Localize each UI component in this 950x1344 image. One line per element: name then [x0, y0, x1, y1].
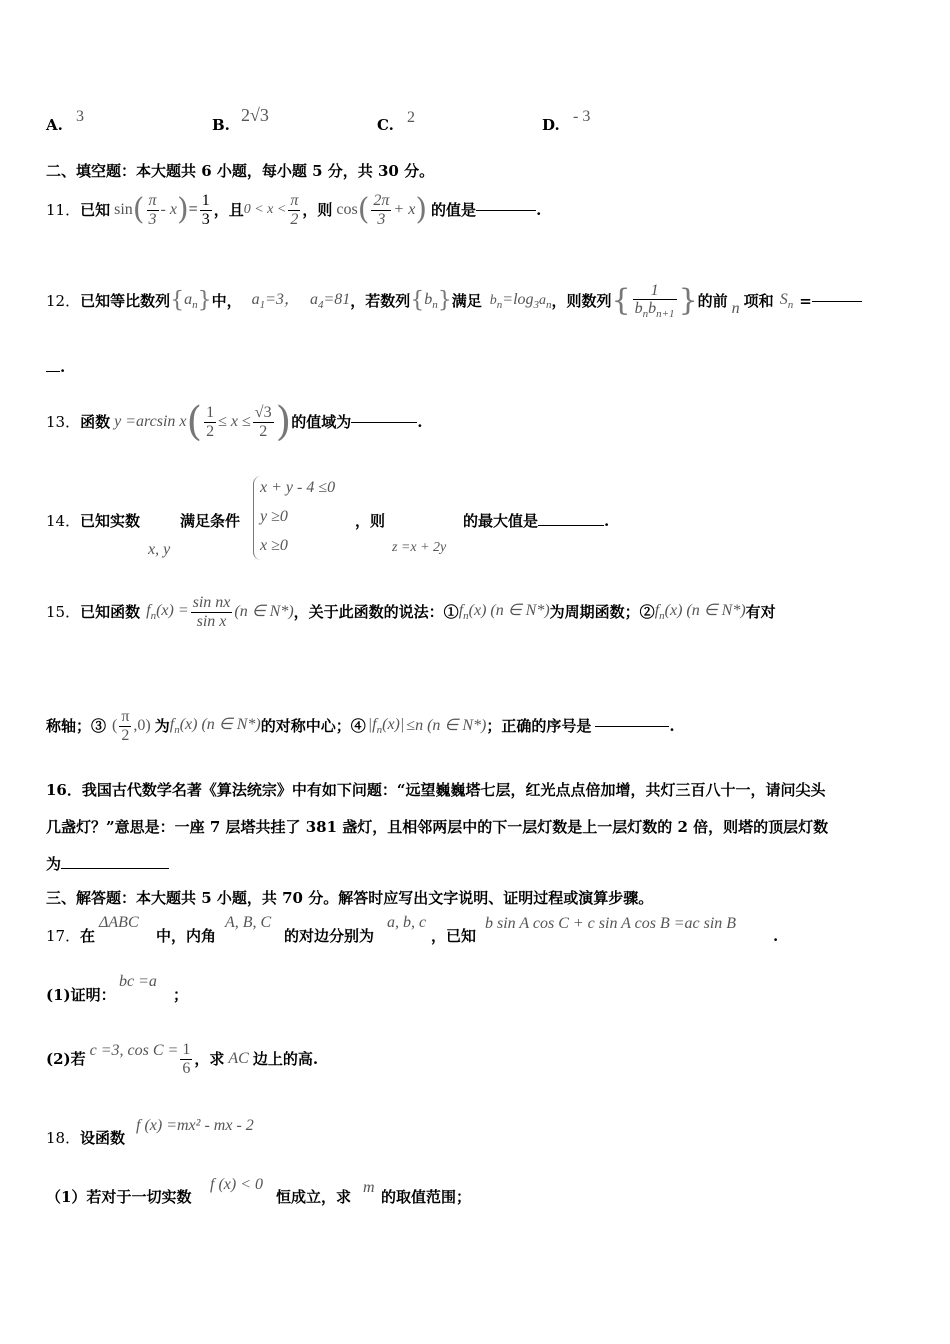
q15-fn2: $f_n(x)$ (n ∈ N*): [654, 601, 746, 622]
q13-end: .: [417, 413, 423, 431]
q12-frac: $\frac{1}{b_nb_{n+1}}$: [634, 281, 675, 321]
q11-cond: 0 < x <: [243, 201, 287, 217]
q15-text4: 有对: [745, 603, 776, 621]
q13-paren-open: (: [186, 399, 203, 445]
q12-text4: 满足: [451, 292, 482, 310]
q12-brace3-close: }: [678, 283, 698, 318]
q14-text3: ，则: [355, 512, 386, 530]
q12-an: $a_n$: [184, 290, 198, 311]
q15-frac: $\frac{\text{sin nx}}{\text{sin x}}$: [192, 593, 231, 630]
q15-answer-blank[interactable]: [595, 726, 669, 727]
q17-p1-text: 证明：: [70, 986, 116, 1004]
q12-a1: $a_1=3$，: [251, 290, 300, 311]
choice-b-value: 2√3: [241, 105, 269, 125]
q11-paren2-open: (: [357, 192, 370, 227]
q12-text5: ，则数列: [551, 292, 612, 310]
q17-p1-eq: bc =a: [119, 973, 157, 990]
q13-func: y =arcsin x: [114, 413, 187, 431]
q11-sin: sin: [114, 201, 133, 219]
q18-text1: 设函数: [80, 1129, 126, 1147]
q14-text2: 满足条件: [180, 512, 241, 530]
q11-text3: ，则: [302, 201, 333, 219]
q15-domain: (n ∈ N*): [234, 603, 294, 621]
question-12: [46, 270, 862, 332]
q16-line3: [46, 855, 169, 873]
q17-equation: b sin A cos C + c sin A cos B =ac sin B: [485, 915, 737, 932]
q12-brace2-close: }: [437, 287, 452, 313]
q12-a4: $a_4=81$: [309, 290, 351, 311]
q15-ineq: ≤n (n ∈ N*): [406, 717, 487, 735]
q12-brace3-open: {: [611, 283, 631, 318]
q14-vars: x, y: [148, 541, 171, 558]
q14-end: .: [604, 512, 610, 530]
q15-text8: ；正确的序号是: [486, 717, 592, 735]
q11-text1: 已知: [80, 201, 111, 219]
q12-bn: $b_n$: [424, 290, 438, 311]
q18-m: m: [363, 1179, 375, 1196]
q16-answer-blank[interactable]: [61, 868, 169, 869]
q17-p1-label: (1): [46, 986, 71, 1004]
question-11: [46, 186, 541, 234]
q15-text1: 已知函数: [80, 603, 141, 621]
q17-sides: a, b, c: [387, 914, 427, 931]
q11-text2: ，且: [213, 201, 244, 219]
q16-line2: 几盏灯？”意思是：一座 7 层塔共挂了 381 盏灯，且相邻两层中的下一层灯数是上一层灯数的 2 倍，则塔的顶层灯数: [46, 818, 829, 836]
q14-text4: 的最大值是: [463, 512, 539, 530]
q18-p1-text2: 恒成立，求: [276, 1188, 352, 1206]
q15-end: .: [669, 717, 675, 735]
q17-text3: 的对边分别为: [284, 927, 375, 945]
q16-line3-text: 为: [46, 855, 62, 873]
q12-text3: ，若数列: [350, 292, 411, 310]
q16-line1: 16．我国古代数学名著《算法统宗》中有如下问题：“远望巍巍塔七层，红光点点倍加增，共灯三百八十一，请问尖头: [46, 781, 826, 799]
q11-paren-close: ): [176, 192, 189, 227]
q17-p2-text2: ，求: [194, 1050, 225, 1068]
q17-p2-frac: $\frac{1}{6}$: [182, 1040, 191, 1077]
choice-c-label: C.: [377, 116, 394, 134]
choice-b-label: B.: [212, 116, 230, 134]
choice-d-label: D.: [542, 116, 560, 134]
q14-num: 14．: [46, 512, 81, 530]
q17-part2: [46, 1034, 318, 1084]
q12-brace-close: }: [197, 287, 212, 313]
q11-frac-2pi3: $\frac{2\pi}{3}$: [373, 191, 390, 228]
q13-frac-sqrt3: $\frac{√3}{2}$: [254, 403, 272, 440]
q12-num: 12．: [46, 292, 81, 310]
q15-text7: 的对称中心；④: [260, 717, 366, 735]
q11-plus-x: + x: [393, 201, 416, 219]
q15-num: 15．: [46, 603, 81, 621]
choice-a-label: A.: [46, 116, 63, 134]
q13-text2: 的值域为: [291, 413, 352, 431]
q11-frac-13: $\frac{1}{3}$: [201, 191, 210, 228]
q17-p2-text3: 边上的高.: [252, 1050, 319, 1068]
q17-p2-ac: AC: [228, 1050, 249, 1068]
q18-num: 18．: [46, 1129, 81, 1147]
q11-num: 11．: [46, 201, 81, 219]
q12-continuation: [46, 358, 65, 376]
q15-text3: 为周期函数；②: [549, 603, 655, 621]
q15-text6: 为: [154, 717, 170, 735]
q13-paren-close: ): [275, 399, 292, 445]
q14-text1: 已知实数: [80, 512, 141, 530]
q12-text8: =: [799, 292, 812, 310]
section3-heading: 三、解答题：本大题共 5 小题，共 70 分。解答时应写出文字说明、证明过程或演算步骤。: [46, 889, 654, 907]
q17-p2-text: 若: [70, 1050, 86, 1068]
q12-sn: $S_n$: [779, 290, 794, 311]
q14-answer-blank[interactable]: [538, 525, 604, 526]
q11-paren-open: (: [132, 192, 145, 227]
q14-cond3: x ≥0: [260, 537, 288, 554]
choice-a-value: 3: [76, 108, 84, 125]
q12-brace2-open: {: [410, 287, 425, 313]
q11-minus-x: - x: [160, 201, 177, 219]
q17-text1: 在: [80, 927, 96, 945]
q15-abs: $|f_n(x)|$: [367, 715, 405, 736]
q15-fn3: $f_n(x)$ (n ∈ N*): [169, 715, 261, 736]
q11-text4: 的值是: [431, 201, 477, 219]
q12-text1: 已知等比数列: [80, 292, 171, 310]
q12-brace-open: {: [170, 287, 185, 313]
q11-cos: cos: [336, 201, 358, 219]
q11-end: .: [536, 201, 542, 219]
q13-frac-half: $\frac{1}{2}$: [206, 403, 215, 440]
q15-text5: 称轴；③: [46, 717, 107, 735]
q17-p2-label: (2): [46, 1050, 71, 1068]
q12-text7: 项和: [743, 292, 774, 310]
q14-tail: [463, 512, 609, 530]
q17-p1-end: ；: [173, 986, 189, 1004]
q15-fn1: $f_n(x)$ (n ∈ N*): [458, 601, 550, 622]
q14-cond1: x + y - 4 ≤0: [260, 479, 336, 496]
q13-num: 13．: [46, 413, 81, 431]
q15-text2: ，关于此函数的说法：①: [293, 603, 459, 621]
q17-angles: A, B, C: [225, 914, 272, 931]
question-15-line2: [46, 698, 675, 754]
q17-triangle: ΔABC: [99, 914, 139, 931]
q17-end: .: [773, 927, 779, 945]
q13-text1: 函数: [80, 413, 111, 431]
q12-answer-blank[interactable]: [812, 301, 862, 302]
q14-z: z =x + 2y: [392, 540, 447, 555]
q18-p1-text3: 的取值范围；: [381, 1188, 472, 1206]
question-15: [46, 584, 776, 640]
q12-answer-blank-cont[interactable]: [46, 371, 60, 372]
q18-cond: f (x) < 0: [210, 1176, 263, 1193]
q18-func: f (x) =mx² - mx - 2: [136, 1117, 254, 1134]
q11-answer-blank[interactable]: [476, 210, 536, 211]
q18-part1: （1）若对于一切实数: [46, 1188, 192, 1206]
question-13: [46, 392, 422, 452]
q12-end: .: [60, 358, 66, 376]
q13-mid: ≤ x ≤: [218, 413, 251, 431]
q17-num: 17．: [46, 927, 81, 945]
q15-fn-def: $f_n(x)$ =: [146, 601, 189, 622]
q17-text2: 中，内角: [156, 927, 217, 945]
q15-point-rest: ,0): [133, 717, 151, 735]
q12-nvar: n: [731, 300, 740, 318]
q15-point-frac: $\frac{\pi}{2}$: [121, 707, 130, 744]
choice-d-value: - 3: [573, 108, 591, 125]
q11-frac-pi2: $\frac{\pi}{2}$: [290, 191, 299, 228]
q15-point-open: (: [112, 717, 118, 735]
q11-frac-pi3: $\frac{\pi}{3}$: [148, 191, 157, 228]
q14-cond2: y ≥0: [260, 508, 288, 525]
q17-p2-eq: c =3, cos C =: [89, 1042, 179, 1060]
q12-bn-def: $b_n=\log_3a_n$: [489, 291, 552, 311]
q11-eq: =: [188, 201, 198, 219]
q12-text6: 的前: [697, 292, 728, 310]
section2-heading: 二、填空题：本大题共 6 小题，每小题 5 分，共 30 分。: [46, 162, 435, 180]
q17-text4: ，已知: [431, 927, 477, 945]
q17-part1: [46, 986, 116, 1004]
q13-answer-blank[interactable]: [351, 422, 417, 423]
choice-c-value: 2: [407, 109, 415, 126]
q12-text2: 中，: [211, 292, 242, 310]
q11-paren2-close: ): [415, 192, 428, 227]
